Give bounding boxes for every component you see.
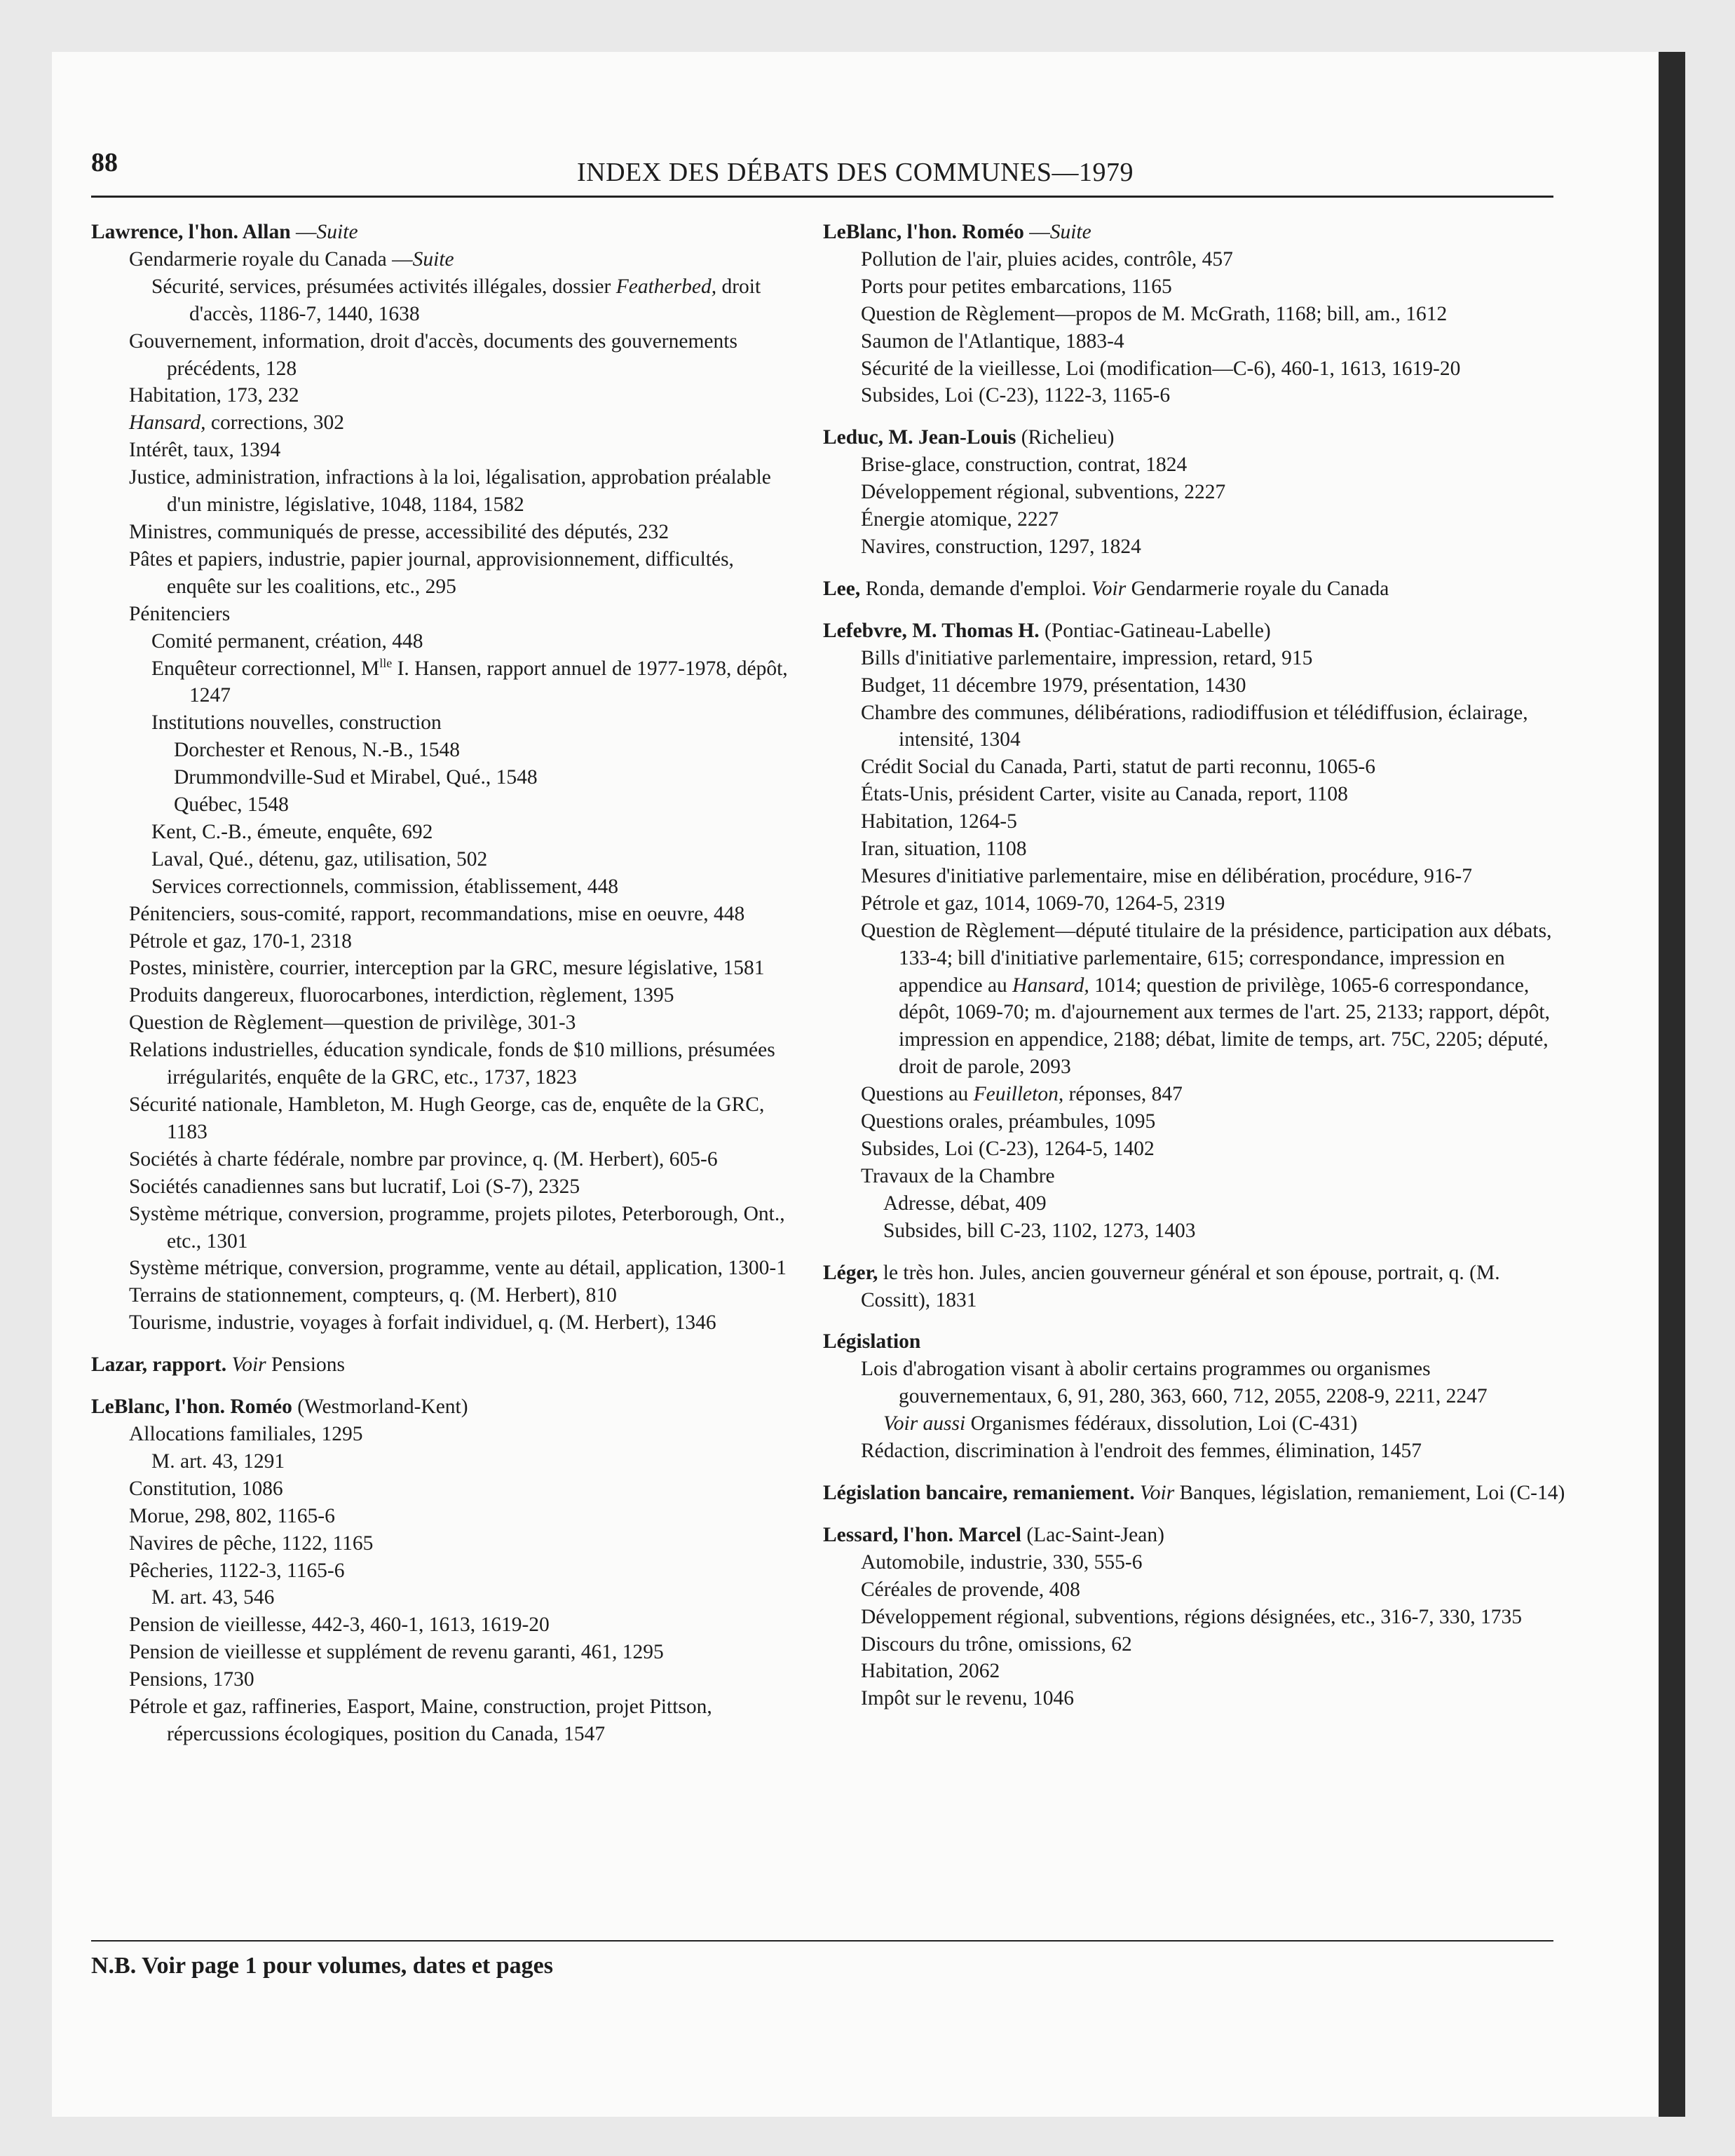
subentry: Développement régional, subventions, 2227 <box>861 481 1226 504</box>
subentry: Lois d'abrogation visant à abolir certains programmes ou organismes gouvernementaux, 6, 91, 280, 363, 660, 712, 2055, 2208-9, 2211, 2247 <box>861 1358 1488 1408</box>
index-entry <box>823 424 1566 561</box>
entry-heading: LeBlanc, l'hon. Roméo (Westmorland-Kent) <box>91 1396 468 1419</box>
subentry: Voir aussi Organismes fédéraux, dissolution, Loi (C-431) <box>883 1412 1358 1435</box>
index-entry <box>823 1480 1566 1507</box>
entry-heading: Leduc, M. Jean-Louis (Richelieu) <box>823 426 1115 449</box>
entry-heading: Législation <box>823 1330 921 1353</box>
subentry: Pâtes et papiers, industrie, papier journal, approvisionnement, difficultés, enquête sur les coalitions, etc., 295 <box>129 547 734 598</box>
subentry: Terrains de stationnement, compteurs, q. (M. Herbert), 810 <box>129 1284 617 1307</box>
subentry: Questions orales, préambules, 1095 <box>861 1110 1156 1133</box>
subentry: Pénitenciers <box>129 602 231 625</box>
entry-heading: Législation bancaire, remaniement. Voir Banques, législation, remaniement, Loi (C-14) <box>823 1481 1565 1504</box>
subentry: Pensions, 1730 <box>129 1668 254 1691</box>
subentry: Question de Règlement—question de privilège, 301-3 <box>129 1011 576 1035</box>
subentry: Allocations familiales, 1295 <box>129 1422 363 1445</box>
entry-heading: LeBlanc, l'hon. Roméo —Suite <box>823 221 1091 243</box>
entry-heading: Léger, le très hon. Jules, ancien gouverneur général et son épouse, portrait, q. (M. Cossitt), 1831 <box>823 1261 1500 1311</box>
subentry: Pétrole et gaz, 1014, 1069-70, 1264-5, 2319 <box>861 892 1225 915</box>
subentry: Sécurité nationale, Hambleton, M. Hugh George, cas de, enquête de la GRC, 1183 <box>129 1093 765 1143</box>
subentry: Crédit Social du Canada, Parti, statut de parti reconnu, 1065-6 <box>861 756 1376 779</box>
subentry: Comité permanent, création, 448 <box>151 629 423 653</box>
index-entry <box>823 618 1566 1245</box>
subentry: Institutions nouvelles, construction <box>151 711 442 735</box>
subentry: Pension de vieillesse et supplément de revenu garanti, 461, 1295 <box>129 1641 664 1664</box>
subentry: Postes, ministère, courrier, interception par la GRC, mesure législative, 1581 <box>129 957 765 980</box>
subentry: Céréales de provende, 408 <box>861 1578 1080 1601</box>
subentry: Québec, 1548 <box>174 793 289 817</box>
entry-heading: Lawrence, l'hon. Allan —Suite <box>91 221 358 243</box>
index-column-left <box>91 219 792 1748</box>
running-title: INDEX DES DÉBATS DES COMMUNES—1979 <box>577 158 1134 187</box>
subentry: Sécurité de la vieillesse, Loi (modification—C-6), 460-1, 1613, 1619-20 <box>861 357 1461 380</box>
subentry: Iran, situation, 1108 <box>861 838 1027 861</box>
subentry: Développement régional, subventions, régions désignées, etc., 316-7, 330, 1735 <box>861 1605 1522 1628</box>
subentry: Gouvernement, information, droit d'accès, documents des gouvernements précédents, 128 <box>129 329 737 380</box>
entry-heading: Lee, Ronda, demande d'emploi. Voir Gendarmerie royale du Canada <box>823 577 1389 600</box>
header-rule <box>91 196 1553 198</box>
subentry: Saumon de l'Atlantique, 1883-4 <box>861 329 1124 353</box>
footer-rule <box>91 1940 1553 1942</box>
subentry: États-Unis, président Carter, visite au Canada, report, 1108 <box>861 783 1348 806</box>
index-entry <box>91 1351 792 1379</box>
subentry: Gendarmerie royale du Canada —Suite <box>129 247 454 271</box>
subentry: Habitation, 173, 232 <box>129 384 299 407</box>
subentry: Kent, C.-B., émeute, enquête, 692 <box>151 820 433 843</box>
subentry: Énergie atomique, 2227 <box>861 508 1059 531</box>
subentry: Question de Règlement—propos de M. McGrath, 1168; bill, am., 1612 <box>861 302 1448 325</box>
subentry: Questions au Feuilleton, réponses, 847 <box>861 1083 1183 1106</box>
subentry: Relations industrielles, éducation syndicale, fonds de $10 millions, présumées irrégularités, enquête de la GRC, etc., 1737, 1823 <box>129 1039 775 1089</box>
subentry: Habitation, 1264-5 <box>861 810 1017 833</box>
subentry: Impôt sur le revenu, 1046 <box>861 1687 1074 1710</box>
subentry: Subsides, Loi (C-23), 1122-3, 1165-6 <box>861 384 1171 407</box>
subentry: Tourisme, industrie, voyages à forfait individuel, q. (M. Herbert), 1346 <box>129 1311 716 1335</box>
subentry: Dorchester et Renous, N.-B., 1548 <box>174 739 461 762</box>
entry-heading: Lefebvre, M. Thomas H. (Pontiac-Gatineau-Labelle) <box>823 619 1271 642</box>
index-entry <box>91 1393 792 1748</box>
subentry: Hansard, corrections, 302 <box>129 411 344 435</box>
subentry: Chambre des communes, délibérations, radiodiffusion et télédiffusion, éclairage, intensité, 1304 <box>861 701 1528 751</box>
subentry: Drummondville-Sud et Mirabel, Qué., 1548 <box>174 766 538 789</box>
subentry: Navires, construction, 1297, 1824 <box>861 535 1141 558</box>
subentry: Produits dangereux, fluorocarbones, interdiction, règlement, 1395 <box>129 984 674 1007</box>
subentry: Mesures d'initiative parlementaire, mise en délibération, procédure, 916-7 <box>861 864 1472 887</box>
subentry: Pollution de l'air, pluies acides, contrôle, 457 <box>861 247 1233 271</box>
subentry: Pension de vieillesse, 442-3, 460-1, 1613, 1619-20 <box>129 1613 550 1637</box>
index-entry <box>823 1328 1566 1465</box>
subentry: Laval, Qué., détenu, gaz, utilisation, 502 <box>151 847 488 871</box>
subentry: Adresse, débat, 409 <box>883 1192 1047 1215</box>
entry-heading: Lazar, rapport. Voir Pensions <box>91 1353 345 1377</box>
subentry: Rédaction, discrimination à l'endroit des femmes, élimination, 1457 <box>861 1440 1422 1463</box>
subentry: Sociétés à charte fédérale, nombre par province, q. (M. Herbert), 605-6 <box>129 1147 718 1171</box>
subentry: Automobile, industrie, 330, 555-6 <box>861 1550 1143 1574</box>
footer-note: N.B. Voir page 1 pour volumes, dates et pages <box>91 1953 553 1979</box>
index-column-right <box>823 219 1566 1712</box>
subentry: Intérêt, taux, 1394 <box>129 439 281 462</box>
index-entry <box>823 219 1566 409</box>
page-number: 88 <box>91 148 118 177</box>
subentry: Sécurité, services, présumées activités illégales, dossier Featherbed, droit d'accès, 1186-7, 1440, 1638 <box>151 275 761 325</box>
index-entry <box>91 219 792 1337</box>
scan-edge-bar <box>1659 52 1685 2117</box>
index-page <box>52 52 1659 2117</box>
index-entry <box>823 1522 1566 1712</box>
subentry: Services correctionnels, commission, établissement, 448 <box>151 875 619 898</box>
subentry: Subsides, bill C-23, 1102, 1273, 1403 <box>883 1219 1196 1242</box>
subentry: Constitution, 1086 <box>129 1477 283 1500</box>
subentry: Travaux de la Chambre <box>861 1164 1055 1187</box>
subentry: Morue, 298, 802, 1165-6 <box>129 1504 335 1527</box>
subentry: Système métrique, conversion, programme, projets pilotes, Peterborough, Ont., etc., 1301 <box>129 1202 785 1253</box>
entry-heading: Lessard, l'hon. Marcel (Lac-Saint-Jean) <box>823 1523 1164 1546</box>
subentry: Pénitenciers, sous-comité, rapport, recommandations, mise en oeuvre, 448 <box>129 902 745 925</box>
subentry: Pêcheries, 1122-3, 1165-6 <box>129 1559 345 1582</box>
subentry: Discours du trône, omissions, 62 <box>861 1632 1132 1656</box>
subentry: Pétrole et gaz, 170-1, 2318 <box>129 929 352 953</box>
subentry: M. art. 43, 546 <box>151 1586 275 1609</box>
subentry: Brise-glace, construction, contrat, 1824 <box>861 453 1188 477</box>
subentry: Enquêteur correctionnel, $M^{lle}$ I. Hansen, rapport annuel de 1977-1978, dépôt, 1247 <box>151 655 788 707</box>
subentry: Ports pour petites embarcations, 1165 <box>861 275 1172 298</box>
subentry: Navires de pêche, 1122, 1165 <box>129 1531 374 1555</box>
subentry: Pétrole et gaz, raffineries, Easport, Maine, construction, projet Pittson, répercussions écologiques, position du Canada, 1547 <box>129 1696 712 1745</box>
subentry: Bills d'initiative parlementaire, impression, retard, 915 <box>861 646 1313 669</box>
subentry: Habitation, 2062 <box>861 1660 1000 1683</box>
subentry: Ministres, communiqués de presse, accessibilité des députés, 232 <box>129 520 669 543</box>
index-entry <box>823 1260 1566 1314</box>
index-entry <box>823 575 1566 603</box>
subentry: Justice, administration, infractions à la loi, légalisation, approbation préalable d'un ministre, législative, 1048, 1184, 1582 <box>129 466 771 517</box>
subentry: Système métrique, conversion, programme, vente au détail, application, 1300-1 <box>129 1257 787 1280</box>
subentry: M. art. 43, 1291 <box>151 1449 285 1473</box>
subentry: Subsides, Loi (C-23), 1264-5, 1402 <box>861 1138 1155 1160</box>
subentry: Question de Règlement—député titulaire de la présidence, participation aux débats, 133-4; bill d'initiative parlementaire, 615; correspondance, impression en appendice au Hansard, 1014; question de privilège, 1065-6 correspondance, dépôt, 1069-70; m. d'ajournement aux termes de l'art. 25, 2133; rapport, dépôt, impression en appendice, 2188; débat, limite de temps, art. 75C, 2205; député, droit de parole, 2093 <box>861 919 1552 1079</box>
subentry: Sociétés canadiennes sans but lucratif, Loi (S-7), 2325 <box>129 1175 580 1198</box>
subentry: Budget, 11 décembre 1979, présentation, 1430 <box>861 674 1246 697</box>
